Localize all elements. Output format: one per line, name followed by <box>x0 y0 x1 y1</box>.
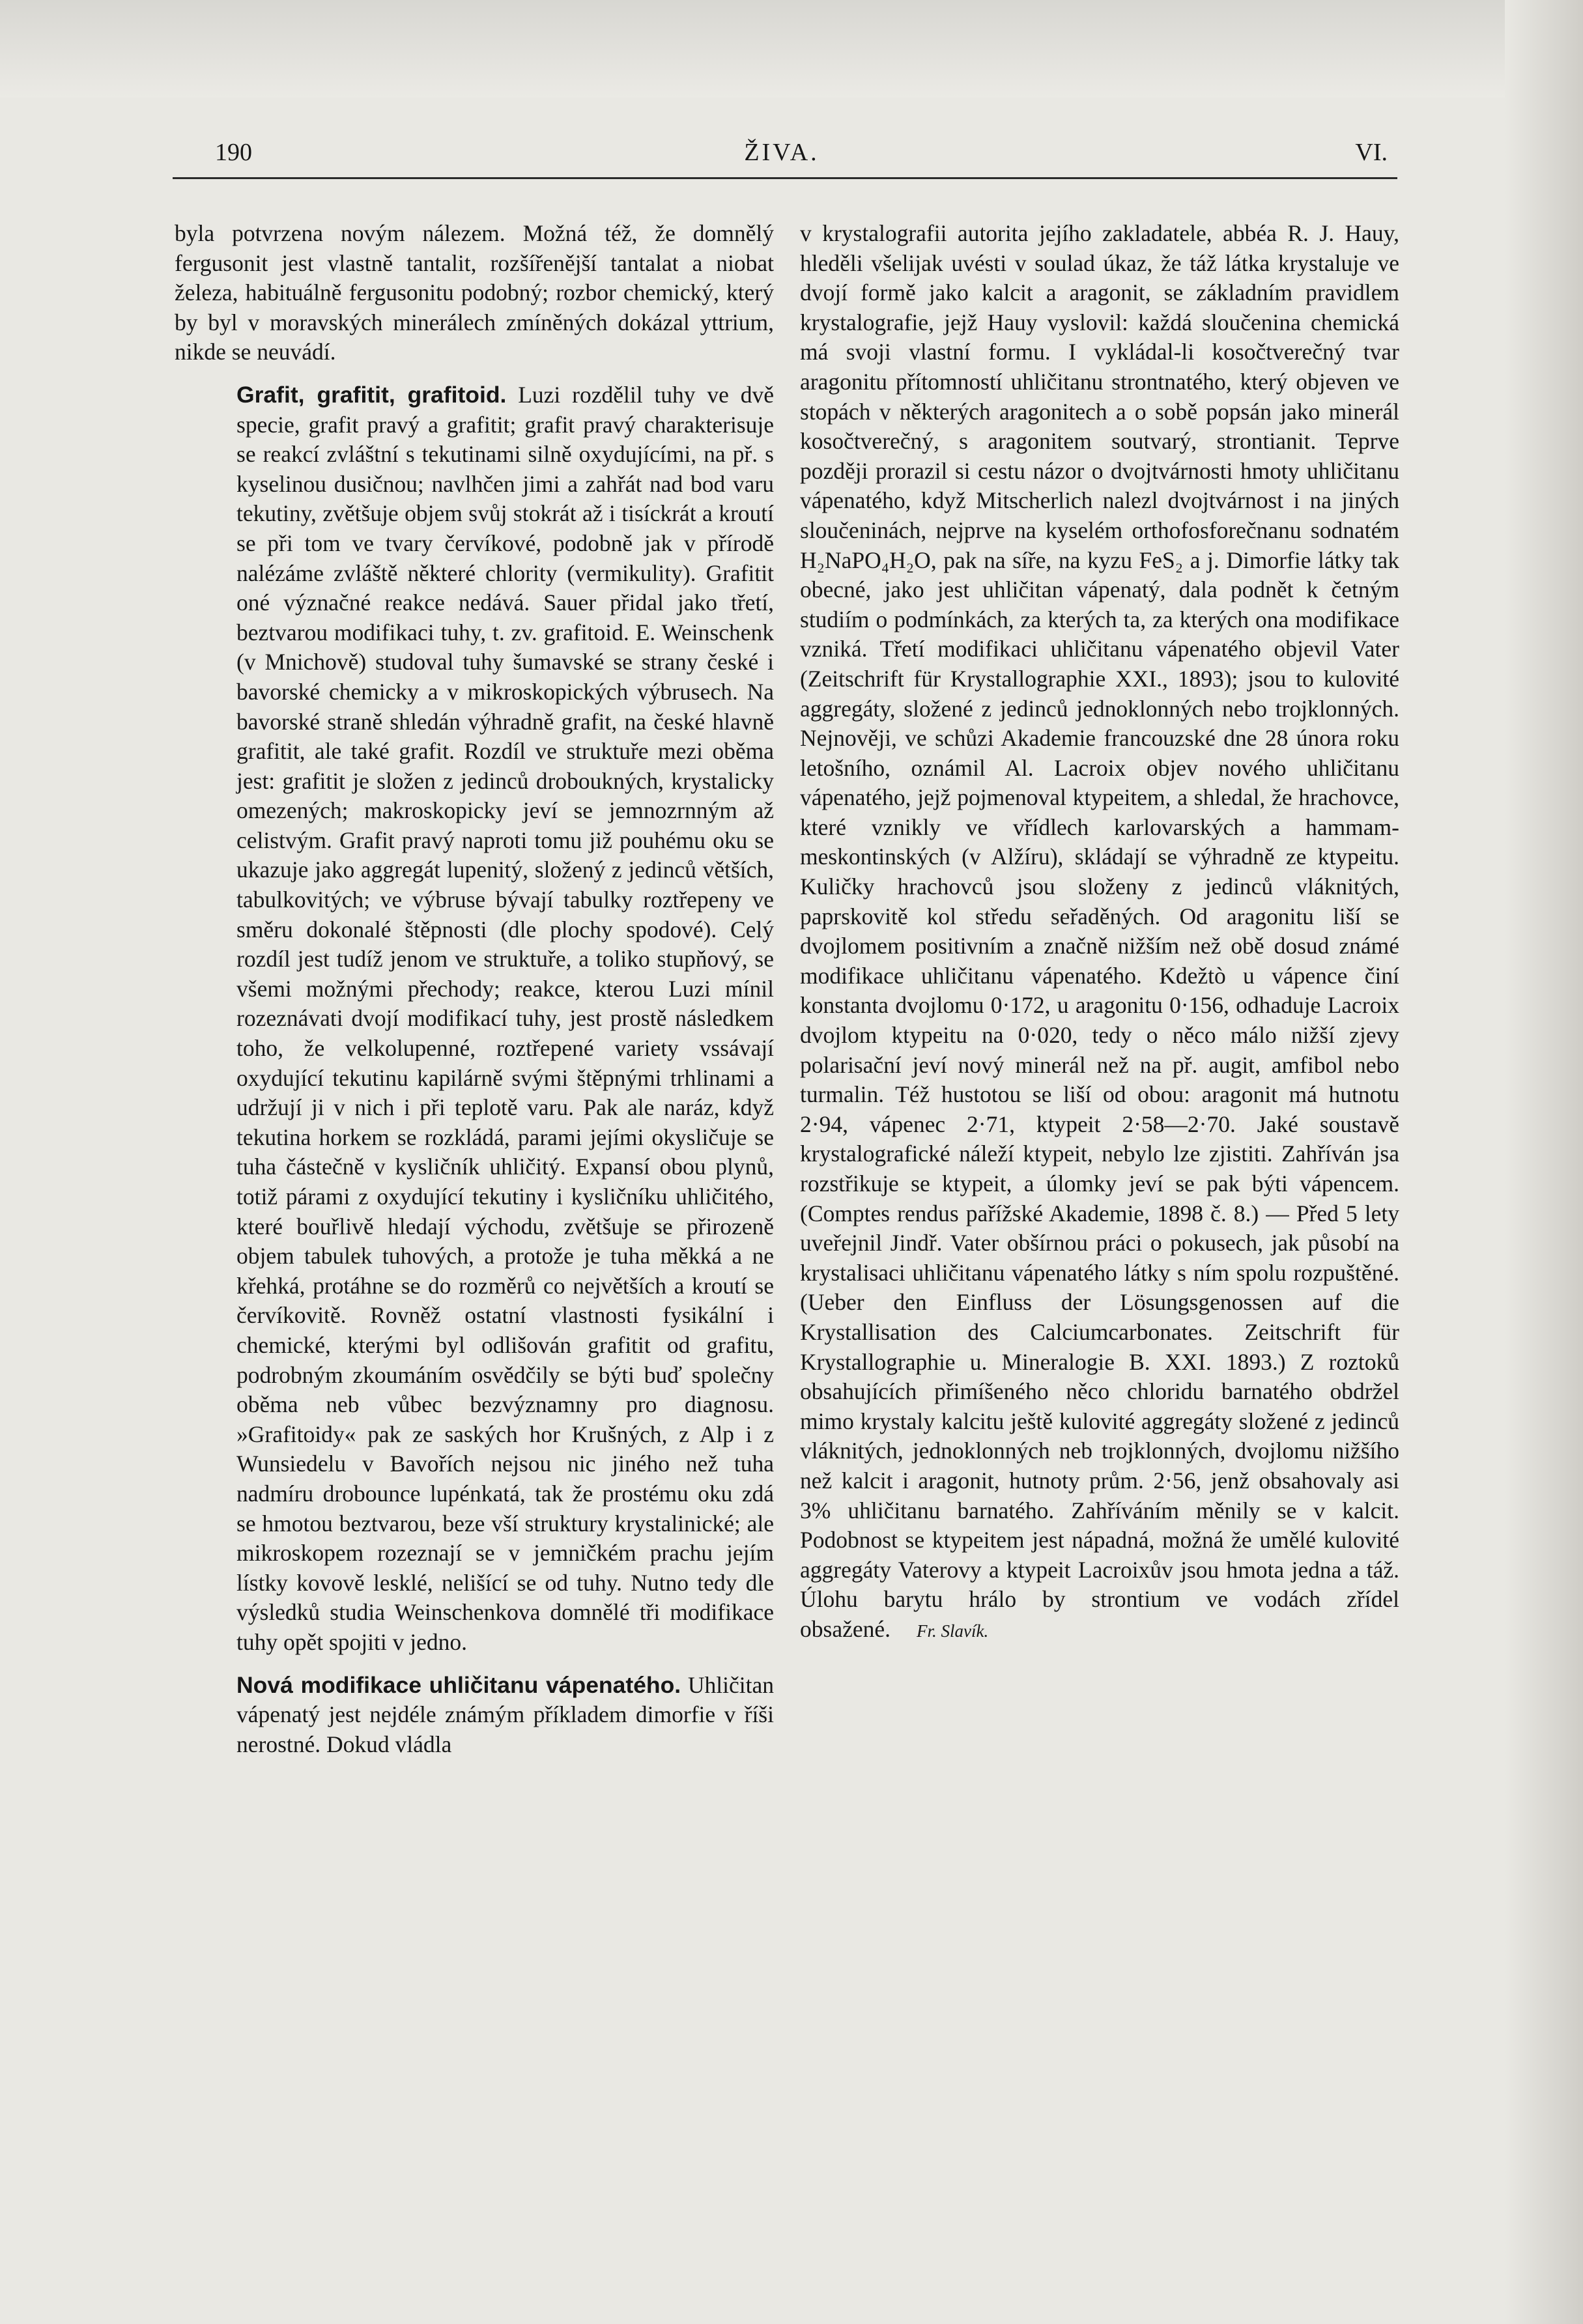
heading-grafit: Grafit, grafitit, grafitoid. <box>236 381 507 408</box>
page-header <box>169 138 1394 177</box>
left-column <box>175 219 774 1759</box>
paragraph-uhlicitan-start: Uhličitan vápenatý jest nejdéle známým příkladem dimorfie v říši nerostné. Dokud vládla <box>236 1671 774 1757</box>
header-rule <box>173 177 1397 179</box>
paragraph-uhlicitan-text: v krystalografii autorita jejího zakladatele, abbéa R. J. Hauy, hleděli všelijak uvésti v soulad úkaz, že táž látka krystaluje ve dvojí formě jako kalcit a aragonit, se základním pravidlem krystalografie, jejž Hauy vyslovil: každá sloučenina chemická má svoji vlastní formu. I vykládal-li kosočtverečný tvar aragonitu přítomností uhličitanu strontnatého, který objeven ve stopách v některých aragonitech a o sobě popsán jako minerál kosočtverečný, s aragonitem soutvarý, strontianit. Teprve později prorazil si cestu názor o dvojtvárnosti hmoty uhličitanu vápenatého, když Mitscherlich nalezl dvojtvárnost i na jiných sloučeninách, nejprve na kyselém orthofosforečnanu sodnatém H₂NaPO₄H₂O, pak na síře, na kyzu FeS₂ a j. Dimorfie látky tak obecné, jako jest uhličitan vápenatý, dala podnět k četným studiím o podmínkách, za kterých ta, za kterých ona modifikace vzniká. Třetí modifikaci uhličitanu vápenatého objevil Vater (Zeitschrift für Krystallographie XXI., 1893); jsou to kulovité aggregáty, složené z jedinců jednoklonných nebo trojklonných. Nejnověji, ve schůzi Akademie francouzské dne 28 února roku letošního, oznámil Al. Lacroix objev nového uhličitanu vápenatého, jejž pojmenoval ktypeitem, a shledal, že hrachovce, které vznikly ve vřídlech karlovarských a hammam-meskontinských (v Alžíru), skládají se výhradně ze ktypeitu. Kuličky hrachovců jsou složeny z jedinců vláknitých, paprskovitě kol středu seřaděných. Od aragonitu liší se dvojlomem positivním a značně nižším než obě dosud známé modifikace uhličitanu vápenatého. Kdežtò u vápence činí konstanta dvojlomu 0·172, u aragonitu 0·156, odhaduje Lacroix dvojlom ktypeitu na 0·020, tedy o něco málo nižší zjevy polarisační jeví nový minerál než na př. augit, amfibol nebo turmalin. Též hustotou se liší od obou: aragonit má hutnotu 2·94, vápenec 2·71, ktypeit 2·58—2·70. Jaké soustavě krystalografické náleží ktypeit, nebylo lze zjistiti. Zahříván jsa rozstřikuje se ktypeit, a úlomky jeví se pak býti vápencem. (Comptes rendus pařížské Akademie, 1898 č. 8.) — Před 5 lety uveřejnil Jindř. Vater obšírnou práci o pokusech, jak působí na krystalisaci uhličitanu vápenatého látky s ním spolu rozpuštěné. (Ueber den Einfluss der Lösungsgenossen auf die Krystallisation des Calciumcarbonates. Zeitschrift für Krystallographie u. Mineralogie B. XXI. 1893.) Z roztoků obsahujících přimíšeného něco chloridu barnatého obdržel mimo krystaly kalcitu ještě kulovité aggregáty složené z jedinců vláknitých, jednoklonných neb trojklonných, dvojlomu nižšího než kalcit i aragonit, hutnoty prům. 2·56, jenž obsahovaly asi 3% uhličitanu barnatého. Zahříváním měnily se v kalcit. Podobnost se ktypeitem jest nápadná, možná že umělé kulovité aggregáty Vaterovy a ktypeit Lacroixův jsou hmota jedna a táž. Úlohu barytu hrálo by strontium ve vodách zřídel obsažené. <box>800 220 1399 1642</box>
paragraph-uhlicitan-continued <box>800 219 1399 1647</box>
page-number: 190 <box>215 139 252 166</box>
heading-uhlicitan: Nová modifikace uhličitanu vápenatého. <box>236 1671 681 1698</box>
section-grafit <box>175 380 774 1658</box>
volume-number: VI. <box>1355 139 1388 166</box>
author-signature: Fr. Slavík. <box>916 1621 989 1641</box>
scan-top-edge <box>0 0 1583 98</box>
paragraph-fergusonit: byla potvrzena novým nálezem. Možná též, že domnělý fergusonit jest vlastně tantalit, rozšířenější tantalat a niobat železa, habituálně fergusonitu podobný; rozbor chemický, který by byl v moravských minerálech zmíněných dokázal yttrium, nikde se neuvádí. <box>175 220 774 365</box>
section-uhlicitan <box>175 1671 774 1760</box>
journal-title: ŽIVA. <box>744 139 820 166</box>
paragraph-grafit: Luzi rozdělil tuhy ve dvě specie, grafit pravý a grafitit; grafit pravý charakterisuje se reakcí zvláštní s tekutinami silně oxydujícími, na př. s kyselinou dusičnou; navlhčen jimi a zahřát nad bod varu tekutiny, zvětšuje objem svůj stokrát až i tisíckrát a kroutí se při tom ve tvary červíkové, podobně jak v přírodě nalézáme zvláště některé chlority (vermikulity). Grafitit oné význačné reakce nedává. Sauer přidal jako třetí, beztvarou modifikaci tuhy, t. zv. grafitoid. E. Weinschenk (v Mnichově) studoval tuhy šumavské se strany české i bavorské chemicky a v mikroskopických výbrusech. Na bavorské straně shledán výhradně grafit, na české hlavně grafitit, ale také grafit. Rozdíl ve struktuře mezi oběma jest: grafitit je složen z jedinců droboukných, krystalicky omezených; makroskopicky jeví se jemnozrnným až celistvým. Grafit pravý naproti tomu již pouhému oku se ukazuje jako aggregát lupenitý, složený z jedinců větších, tabulkovitých; ve výbruse bývají tabulky roztřepeny ve směru dokonalé štěpnosti (dle plochy spodové). Celý rozdíl jest tudíž jenom ve struktuře, a toliko stupňový, se všemi možnými přechody; reakce, kterou Luzi mínil rozeznávati dvojí modifikací tuhy, jest prostě následkem toho, že velkolupenné, roztřepené variety vssávají oxydující tekutinu kapilárně svými štěpnými trhlinami a udržují ji v nich i při teplotě varu. Pak ale naráz, když tekutina horkem se rozkládá, parami jejími okysličuje se tuha částečně v kysličník uhličitý. Expansí obou plynů, totiž párami z oxydující tekutiny i kysličníku uhličitého, které bouřlivě hledají východu, zvětšuje se přirozeně objem tabulek tuhových, a protože je tuha měkká a ne křehká, protáhne se do rozměrů co největších a kroutí se červíkovitě. Rovněž ostatní vlastnosti fysikální i chemické, kterými byl odlišován grafitit od grafitu, podrobným zkoumáním osvědčily se býti buď společny oběma neb vůbec bezvýznamny pro diagnosu. »Grafitoidy« pak ze saských hor Krušných, z Alp i z Wunsiedelu v Bavořích nejsou nic jiného než tuha nadmíru drobounce lupénkatá, tak že prostému oku zdá se hmotou beztvarou, beze vší struktury krystalinické; ale mikroskopem rozeznají se v jemničkém prachu jejím lístky kovově lesklé, nelišící se od tuhy. Nutno tedy dle výsledků studia Weinschenkova domnělé tři modifikace tuhy opět spojiti v jedno. <box>236 381 774 1655</box>
right-column <box>800 219 1399 1647</box>
scan-right-edge <box>1505 0 1583 2324</box>
